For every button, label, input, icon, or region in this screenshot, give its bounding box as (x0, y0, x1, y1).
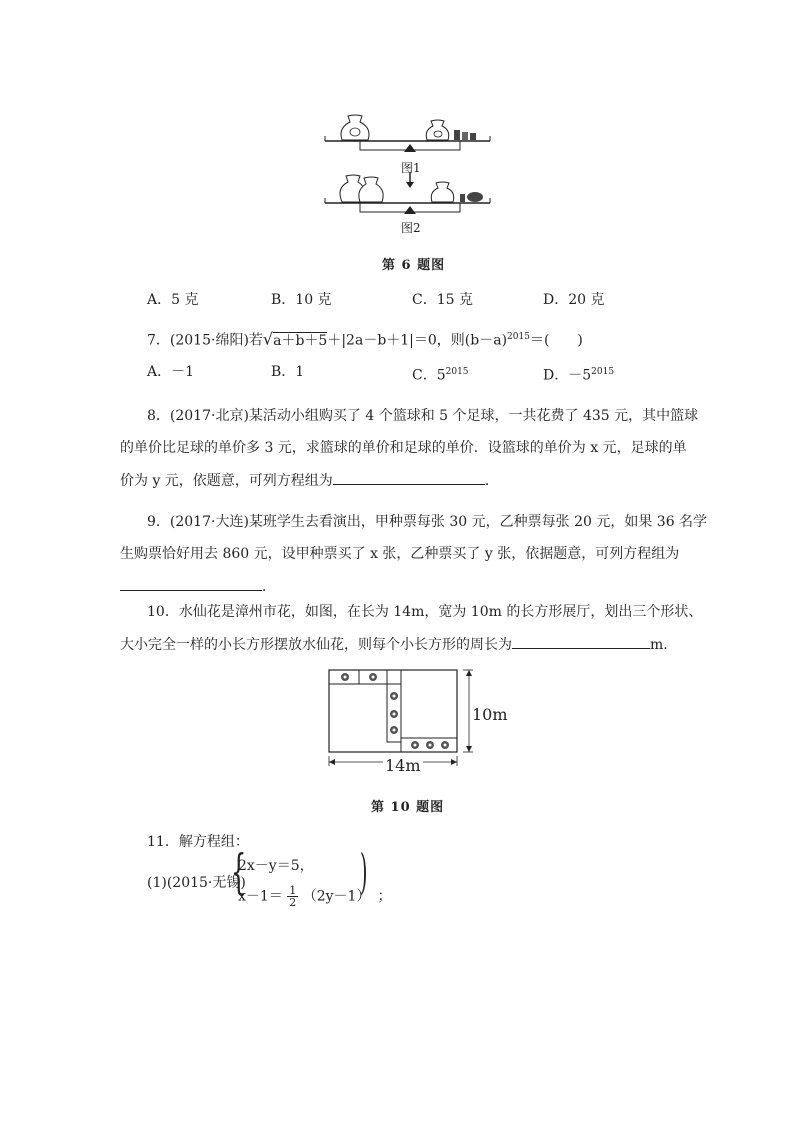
figure-caption-6: 第 6 题图 (382, 258, 446, 273)
q11-part1-label: (1)(2015·无锡) (147, 875, 246, 891)
equation-1: 2x－y＝5， (238, 858, 314, 874)
answer-blank[interactable] (512, 634, 650, 649)
q7-option-c: C．$5^{2015}$ (412, 367, 469, 384)
q7-option-a: A．－1 (147, 364, 195, 380)
dimension-height: 10m (472, 705, 508, 724)
q7-option-d: D．$-5^{2015}$ (543, 367, 615, 384)
system-brace: { (231, 844, 247, 900)
q9-line-2: 生购票恰好用去 860 元，设甲种票买了 x 张，乙种票买了 y 张，依据题意，可列方程组为 (120, 546, 680, 562)
q8-line-3: 价为 y 元，依题意，可列方程组为 ． (120, 470, 499, 491)
q10-line-2: 大小完全一样的小长方形摆放水仙花，则每个小长方形的周长为 m. (120, 634, 668, 655)
q6-option-d: D．20 克 (543, 292, 605, 308)
money-bag-icon (359, 177, 383, 202)
question-7: 7．(2015·绵阳)若√a＋b＋5＋|2a－b＋1|＝0，则$(b-a)^{2015}=$( ) (147, 329, 583, 349)
q9-line-1: 9．(2017·大连)某班学生去看演出，甲种票每张 30 元，乙种票每张 20 元，如果 36 名学 (147, 514, 708, 530)
figure-label-1: 图1 (401, 161, 421, 175)
q9-line-3: ． (120, 576, 276, 597)
question-11-title: 11．解方程组： (147, 834, 249, 850)
system-brace-right: ) (360, 844, 368, 900)
q8-line-1: 8．(2017·北京)某活动小组购买了 4 个篮球和 5 个足球，一共花费了 435 元，其中篮球 (147, 408, 699, 424)
q6-option-b: B．10 克 (271, 292, 332, 308)
money-bag-icon (341, 115, 369, 140)
money-bag-icon (426, 120, 449, 140)
figure-label-2: 图2 (401, 221, 421, 235)
q6-option-c: C．15 克 (412, 292, 473, 308)
answer-blank[interactable] (333, 470, 485, 485)
figure-caption-10: 第 10 题图 (371, 800, 445, 815)
q6-option-a: A．5 克 (147, 292, 199, 308)
q10-line-1: 10．水仙花是漳州市花，如图，在长为 14m，宽为 10m 的长方形展厅，划出三个形状、 (147, 604, 703, 620)
answer-blank[interactable] (120, 576, 262, 591)
money-bag-icon (431, 182, 454, 202)
equation-2: x－1＝ $\frac{1}{2}$ （2y－1） ； (238, 884, 392, 909)
q8-line-2: 的单价比足球的单价多 3 元，求篮球的单价和足球的单价．设篮球的单价为 x 元，足球的单 (120, 440, 687, 456)
q7-option-b: B．1 (271, 364, 305, 380)
dimension-width: 14m (385, 756, 421, 775)
